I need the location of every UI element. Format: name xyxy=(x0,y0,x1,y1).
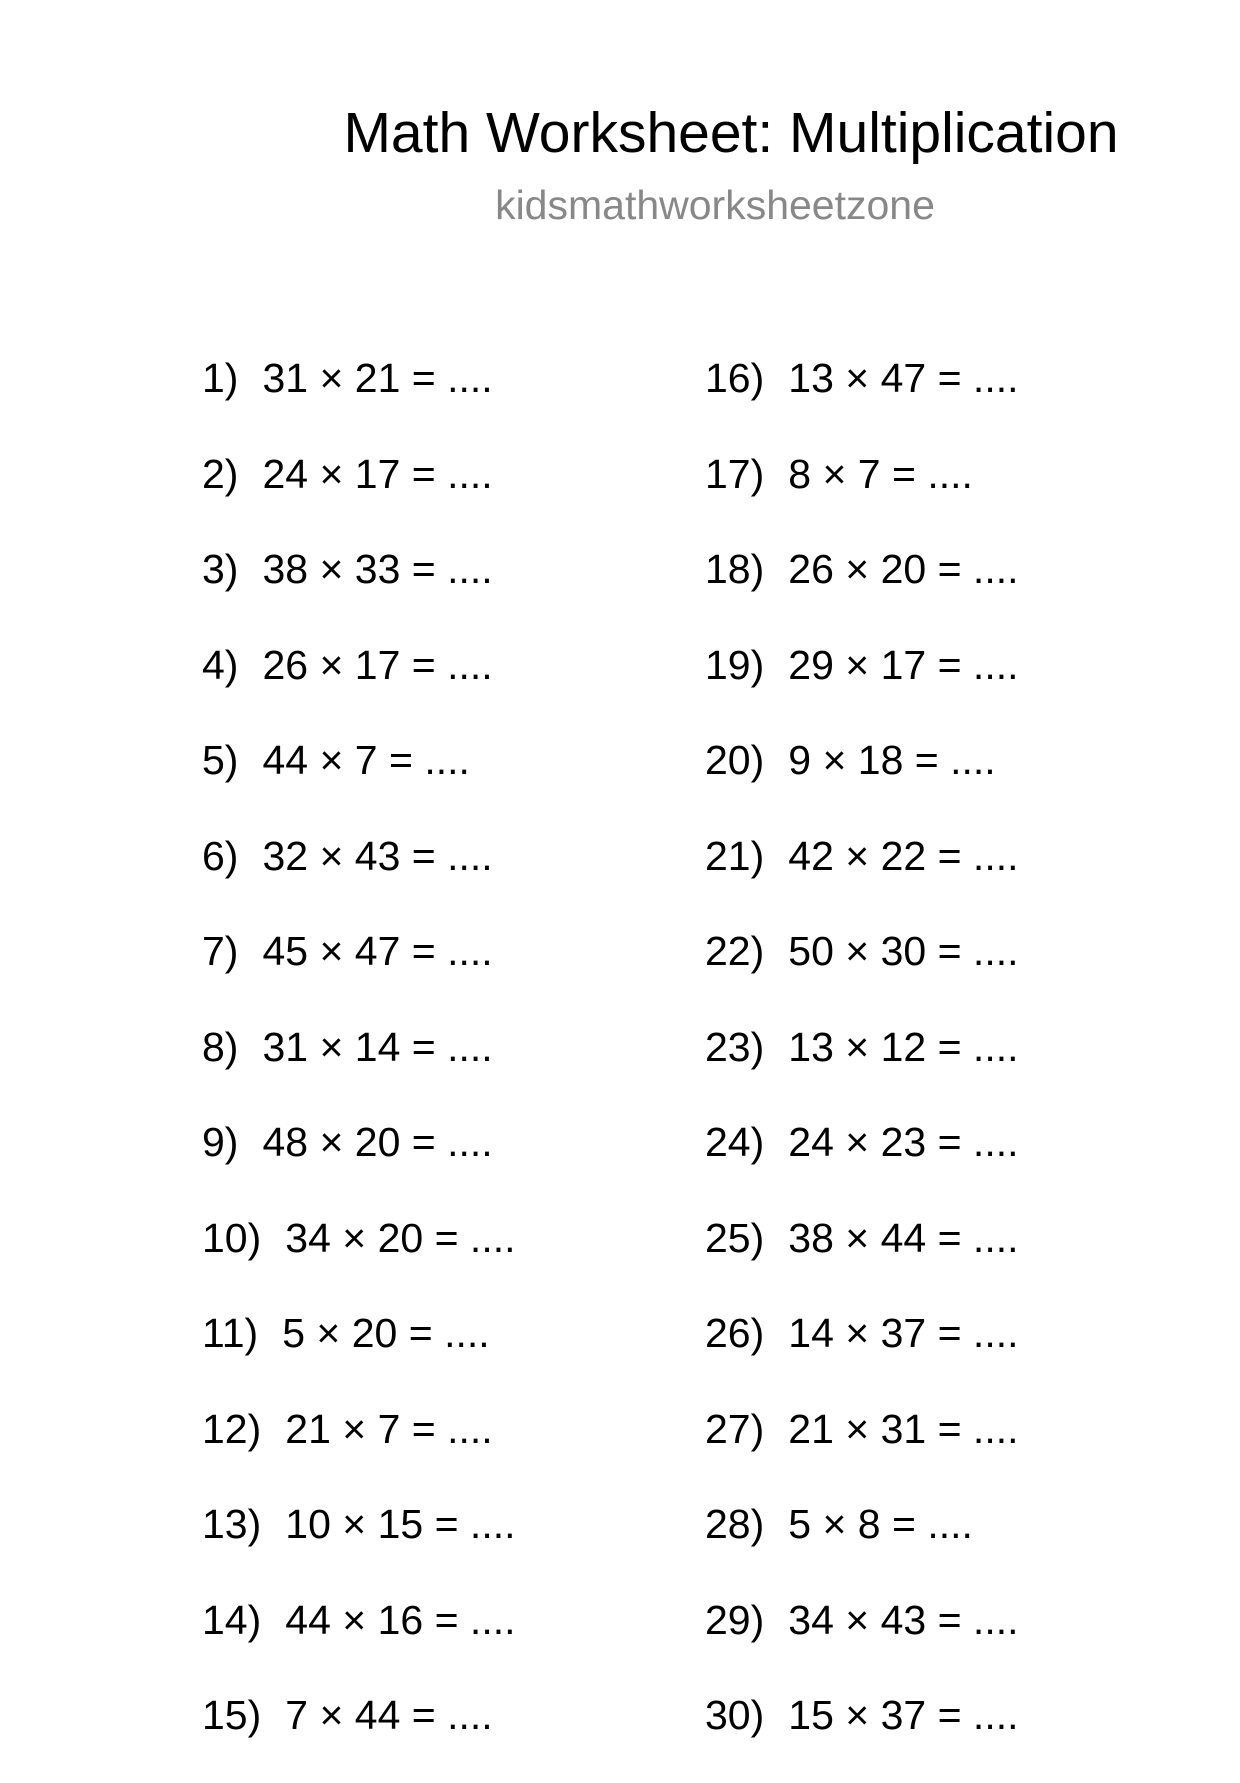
problem-item xyxy=(705,1019,1019,1115)
problem-item xyxy=(202,1687,516,1783)
problem-expression: 24 × 17 = .... xyxy=(262,450,493,497)
problem-expression: 34 × 20 = .... xyxy=(285,1214,516,1261)
problem-item xyxy=(705,1305,1019,1401)
problem-column-left xyxy=(202,350,516,1783)
problem-expression: 14 × 37 = .... xyxy=(788,1310,1019,1356)
problem-item xyxy=(202,923,516,1019)
problem-number: 14) xyxy=(202,1596,262,1643)
problem-expression: 5 × 20 = .... xyxy=(282,1310,490,1356)
problem-expression: 32 × 43 = .... xyxy=(262,832,493,879)
problem-item xyxy=(202,350,516,446)
problem-item xyxy=(705,350,1019,446)
problem-item xyxy=(202,1114,516,1210)
problem-expression: 7 × 44 = .... xyxy=(285,1692,493,1738)
problem-item xyxy=(202,1305,516,1401)
problem-number: 23) xyxy=(705,1023,765,1070)
problem-expression: 21 × 7 = .... xyxy=(285,1405,493,1452)
problem-number: 9) xyxy=(202,1119,239,1165)
problem-expression: 15 × 37 = .... xyxy=(788,1692,1019,1738)
problem-expression: 26 × 17 = .... xyxy=(262,641,493,688)
problem-expression: 9 × 18 = .... xyxy=(788,737,996,783)
problem-number: 6) xyxy=(202,832,239,879)
problem-item xyxy=(705,1114,1019,1210)
problem-item xyxy=(705,828,1019,924)
problem-number: 7) xyxy=(202,928,239,974)
problem-number: 5) xyxy=(202,737,239,783)
problem-expression: 13 × 12 = .... xyxy=(788,1023,1019,1070)
problem-expression: 50 × 30 = .... xyxy=(788,928,1019,974)
problem-column-right xyxy=(705,350,1019,1783)
problem-number: 17) xyxy=(705,450,765,497)
problem-number: 15) xyxy=(202,1692,262,1738)
problem-expression: 31 × 21 = .... xyxy=(262,355,493,401)
problem-number: 18) xyxy=(705,546,765,592)
problem-item xyxy=(705,541,1019,637)
problem-item xyxy=(202,541,516,637)
problem-number: 16) xyxy=(705,355,765,401)
problem-item xyxy=(705,732,1019,828)
problem-expression: 31 × 14 = .... xyxy=(262,1023,493,1070)
problem-item xyxy=(202,828,516,924)
problem-expression: 8 × 7 = .... xyxy=(788,450,973,497)
problem-expression: 26 × 20 = .... xyxy=(788,546,1019,592)
problem-number: 27) xyxy=(705,1405,765,1452)
problem-item xyxy=(705,1592,1019,1688)
problem-expression: 45 × 47 = .... xyxy=(262,928,493,974)
problem-expression: 29 × 17 = .... xyxy=(788,641,1019,688)
problem-number: 10) xyxy=(202,1214,262,1261)
problem-number: 25) xyxy=(705,1214,765,1261)
problem-expression: 13 × 47 = .... xyxy=(788,355,1019,401)
problem-number: 30) xyxy=(705,1692,765,1738)
problem-expression: 5 × 8 = .... xyxy=(788,1501,973,1547)
problem-item xyxy=(202,1592,516,1688)
problem-item xyxy=(705,1401,1019,1497)
problem-number: 24) xyxy=(705,1119,765,1165)
problem-number: 8) xyxy=(202,1023,239,1070)
problem-item xyxy=(705,1687,1019,1783)
problem-expression: 34 × 43 = .... xyxy=(788,1596,1019,1643)
problem-expression: 38 × 44 = .... xyxy=(788,1214,1019,1261)
worksheet-title: Math Worksheet: Multiplication xyxy=(343,101,1119,165)
problem-number: 1) xyxy=(202,355,239,401)
problem-item xyxy=(202,1496,516,1592)
problem-item xyxy=(202,637,516,733)
problem-item xyxy=(202,732,516,828)
worksheet-subtitle: kidsmathworksheetzone xyxy=(495,182,935,228)
problem-number: 11) xyxy=(202,1310,259,1356)
problem-item xyxy=(202,446,516,542)
problem-expression: 21 × 31 = .... xyxy=(788,1405,1019,1452)
problem-number: 2) xyxy=(202,450,239,497)
problem-number: 3) xyxy=(202,546,239,592)
problem-number: 4) xyxy=(202,641,239,688)
problem-item xyxy=(705,1210,1019,1306)
problem-expression: 44 × 7 = .... xyxy=(262,737,470,783)
problem-number: 28) xyxy=(705,1501,765,1547)
problem-number: 29) xyxy=(705,1596,765,1643)
problem-expression: 44 × 16 = .... xyxy=(285,1596,516,1643)
problem-item xyxy=(705,446,1019,542)
problem-number: 22) xyxy=(705,928,765,974)
problem-expression: 24 × 23 = .... xyxy=(788,1119,1019,1165)
problem-item xyxy=(705,637,1019,733)
problem-item xyxy=(202,1019,516,1115)
problem-number: 12) xyxy=(202,1405,262,1452)
problem-item xyxy=(705,1496,1019,1592)
problem-expression: 38 × 33 = .... xyxy=(262,546,493,592)
problem-number: 26) xyxy=(705,1310,765,1356)
problem-expression: 48 × 20 = .... xyxy=(262,1119,493,1165)
problem-item xyxy=(202,1401,516,1497)
problem-item xyxy=(202,1210,516,1306)
problem-number: 20) xyxy=(705,737,765,783)
problem-number: 21) xyxy=(705,832,765,879)
problem-expression: 42 × 22 = .... xyxy=(788,832,1019,879)
problem-item xyxy=(705,923,1019,1019)
problem-number: 19) xyxy=(705,641,765,688)
problem-number: 13) xyxy=(202,1501,262,1547)
problem-expression: 10 × 15 = .... xyxy=(285,1501,516,1547)
